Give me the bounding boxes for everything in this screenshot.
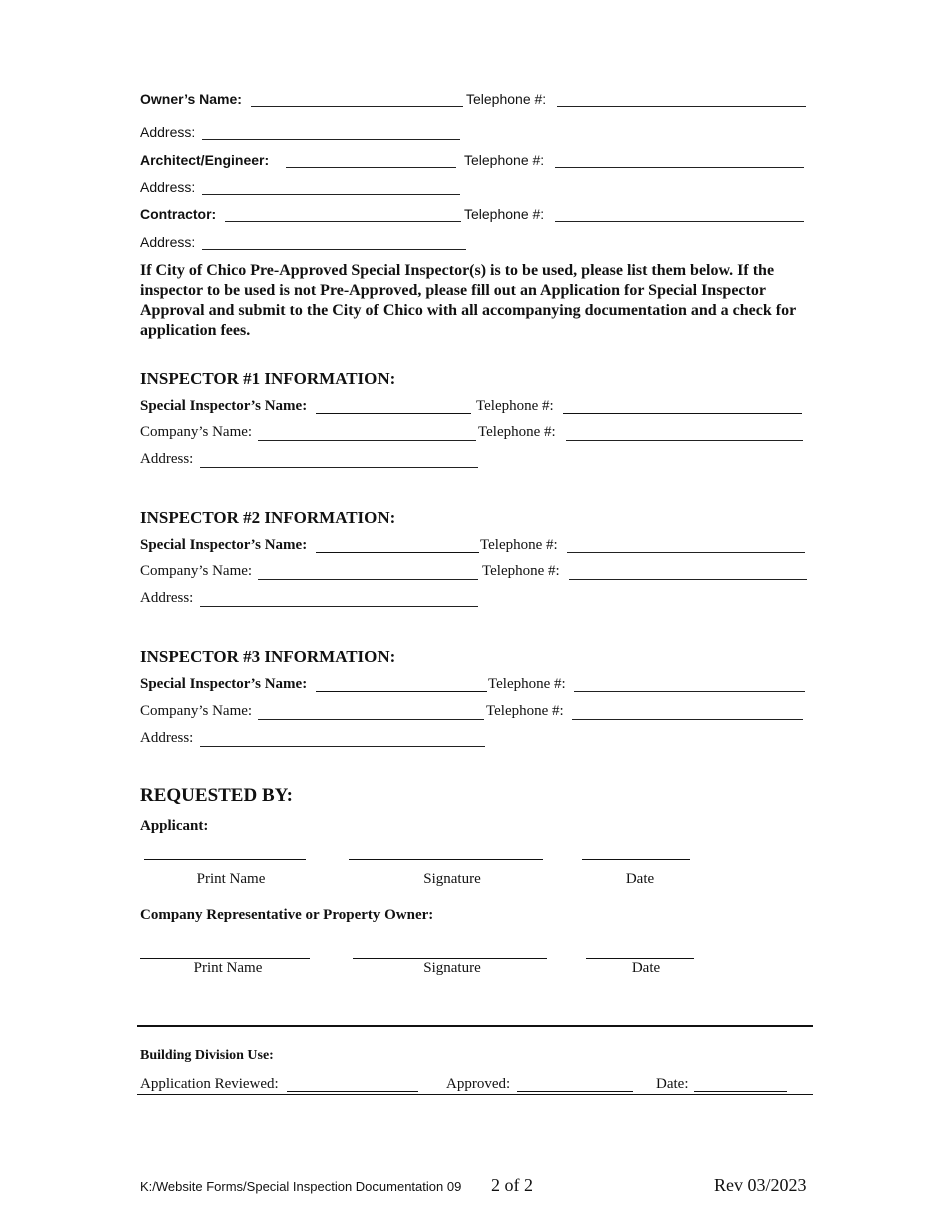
inspector-1-name-field[interactable] [316, 413, 471, 414]
inspector-1-telephone-label: Telephone #: [476, 398, 554, 414]
inspector-3-company-label: Company’s Name: [140, 703, 253, 719]
applicant-signature-field[interactable] [349, 859, 543, 860]
inspector-3-address-label: Address: [140, 730, 194, 746]
inspector-1-company-telephone-field[interactable] [566, 440, 803, 441]
inspector-2-name-label: Special Inspector’s Name: [140, 537, 308, 553]
rep-print-name-caption: Print Name [193, 960, 263, 976]
inspector-3-telephone-label: Telephone #: [488, 676, 566, 692]
architect-label: Architect/Engineer: [140, 152, 270, 168]
architect-address-field[interactable] [202, 194, 460, 195]
inspector-1-address-field[interactable] [200, 467, 478, 468]
applicant-date-field[interactable] [582, 859, 690, 860]
inspector-2-company-telephone-label: Telephone #: [482, 563, 560, 579]
inspector-2-heading: INSPECTOR #2 INFORMATION: [140, 508, 396, 527]
inspector-2-address-field[interactable] [200, 606, 478, 607]
pre-approved-notice: If City of Chico Pre-Approved Special Inspector(s) is to be used, please list them below. If the inspector to be used is not Pre-Approved, please fill out an Application for Special Inspector Approval and submit to the City of Chico with all accompanying documentation and a check for application fees. [140, 262, 796, 339]
division-date-label: Date: [656, 1076, 689, 1092]
inspector-2-telephone-field[interactable] [567, 552, 805, 553]
owner-telephone-field[interactable] [557, 106, 806, 107]
inspector-3-telephone-field[interactable] [574, 691, 805, 692]
rep-print-name-field[interactable] [140, 958, 310, 959]
owner-name-field[interactable] [251, 106, 463, 107]
inspector-3-company-telephone-field[interactable] [572, 719, 803, 720]
inspector-2-address-label: Address: [140, 590, 194, 606]
architect-telephone-field[interactable] [555, 167, 804, 168]
contractor-name-field[interactable] [225, 221, 461, 222]
inspector-3-name-label: Special Inspector’s Name: [140, 676, 308, 692]
approved-field[interactable] [517, 1091, 633, 1092]
applicant-signature-caption: Signature [423, 871, 481, 887]
owner-telephone-label: Telephone #: [466, 91, 547, 107]
rep-date-caption: Date [631, 960, 661, 976]
inspector-1-telephone-field[interactable] [563, 413, 802, 414]
inspector-1-company-label: Company’s Name: [140, 424, 253, 440]
application-reviewed-label: Application Reviewed: [140, 1076, 279, 1092]
application-reviewed-field[interactable] [287, 1091, 418, 1092]
inspector-2-telephone-label: Telephone #: [480, 537, 558, 553]
approved-label: Approved: [446, 1076, 511, 1092]
architect-address-label: Address: [140, 179, 196, 195]
footer-revision: Rev 03/2023 [714, 1175, 807, 1195]
applicant-label: Applicant: [140, 818, 209, 834]
rep-signature-caption: Signature [423, 960, 481, 976]
building-division-heading: Building Division Use: [140, 1048, 274, 1063]
inspector-2-company-field[interactable] [258, 579, 478, 580]
contractor-telephone-field[interactable] [555, 221, 804, 222]
inspector-3-heading: INSPECTOR #3 INFORMATION: [140, 647, 396, 666]
company-rep-label: Company Representative or Property Owner: [140, 907, 434, 923]
architect-telephone-label: Telephone #: [464, 152, 545, 168]
owner-name-label: Owner’s Name: [140, 91, 242, 107]
inspector-3-company-field[interactable] [258, 719, 484, 720]
architect-name-field[interactable] [286, 167, 456, 168]
contractor-address-field[interactable] [202, 249, 466, 250]
inspector-1-company-field[interactable] [258, 440, 476, 441]
inspector-2-company-telephone-field[interactable] [569, 579, 807, 580]
division-bottom-rule [137, 1094, 813, 1095]
applicant-print-name-caption: Print Name [196, 871, 266, 887]
footer-file-path: K:/Website Forms/Special Inspection Documentation 09 [140, 1179, 462, 1194]
inspector-3-company-telephone-label: Telephone #: [486, 703, 564, 719]
rep-signature-field[interactable] [353, 958, 547, 959]
division-date-field[interactable] [694, 1091, 787, 1092]
owner-address-field[interactable] [202, 139, 460, 140]
contractor-telephone-label: Telephone #: [464, 206, 545, 222]
inspector-1-heading: INSPECTOR #1 INFORMATION: [140, 369, 396, 388]
inspector-1-address-label: Address: [140, 451, 194, 467]
inspector-3-name-field[interactable] [316, 691, 487, 692]
rep-date-field[interactable] [586, 958, 694, 959]
contractor-label: Contractor: [140, 206, 217, 222]
applicant-date-caption: Date [625, 871, 655, 887]
requested-by-heading: REQUESTED BY: [140, 785, 293, 806]
inspector-1-name-label: Special Inspector’s Name: [140, 398, 308, 414]
division-top-rule [137, 1025, 813, 1027]
contractor-address-label: Address: [140, 234, 196, 250]
inspector-2-company-label: Company’s Name: [140, 563, 253, 579]
inspector-3-address-field[interactable] [200, 746, 485, 747]
inspector-1-company-telephone-label: Telephone #: [478, 424, 556, 440]
applicant-print-name-field[interactable] [144, 859, 306, 860]
owner-address-label: Address: [140, 124, 196, 140]
inspector-2-name-field[interactable] [316, 552, 479, 553]
footer-page-number: 2 of 2 [491, 1175, 533, 1195]
